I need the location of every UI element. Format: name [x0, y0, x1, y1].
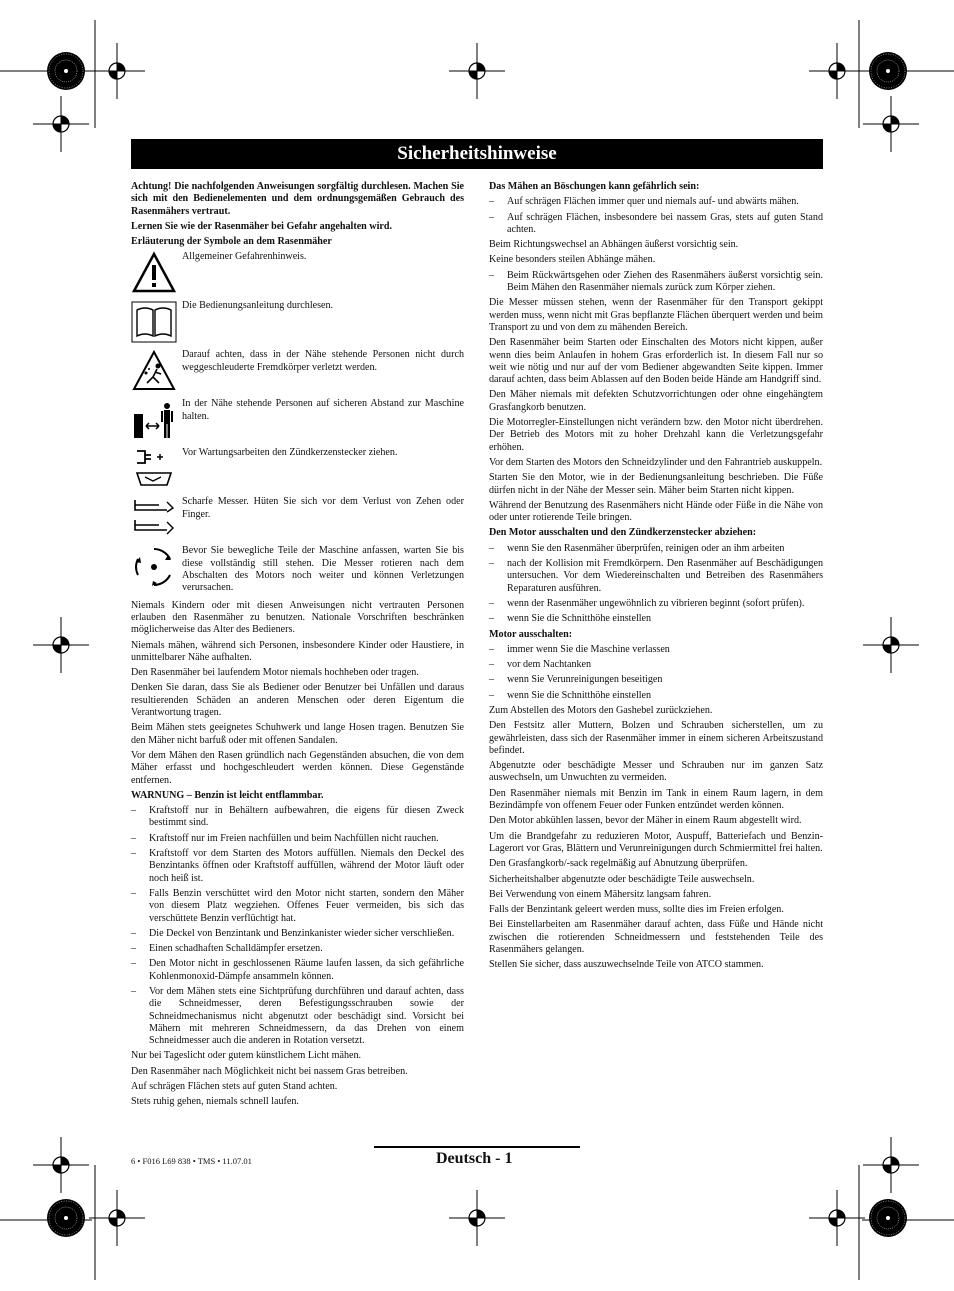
list-item: – Auf schrägen Flächen immer quer und niemals auf- und abwärts mähen.	[489, 196, 799, 208]
footer-code: 6 • F016 L69 838 • TMS • 11.07.01	[131, 1156, 252, 1166]
symbol-text: Vor Wartungsarbeiten den Zündkerzenstecker ziehen.	[182, 447, 398, 459]
symbol-text: Darauf achten, dass in der Nähe stehende Personen nicht durch weggeschleuderte Fremdkörper verletzt werden.	[182, 349, 464, 373]
symbol-row	[131, 398, 464, 442]
paragraph: Den Rasenmäher beim Starten oder Einschalten des Motors nicht kippen, außer wenn dies beim Anlaufen in hohem Gras erforderlich ist. In diesem Fall nur so weit wie nötig und nur auf der vom Bediener abgewandten Seite kippen. Immer darauf achten, dass beim Ablassen auf den Boden beide Hände am Handgriff sind.	[489, 337, 823, 386]
paragraph: Vor dem Mähen den Rasen gründlich nach Gegenständen absuchen, die von dem Mäher erfasst und hochgeschleudert werden können. Diese Gegenstände entfernen.	[131, 749, 464, 786]
symbols-heading: Erläuterung der Symbole an dem Rasenmäher	[131, 236, 332, 248]
paragraph: Keine besonders steilen Abhänge mähen.	[489, 254, 656, 266]
paragraph: Falls der Benzintank geleert werden muss, sollte dies im Freien erfolgen.	[489, 904, 784, 916]
symbol-text: In der Nähe stehende Personen auf sicheren Abstand zur Maschine halten.	[182, 398, 464, 422]
paragraph: Den Grasfangkorb/-sack regelmäßig auf Abnutzung überprüfen.	[489, 858, 748, 870]
symbol-row	[131, 545, 464, 594]
paragraph: Den Rasenmäher nach Möglichkeit nicht bei nassem Gras betreiben.	[131, 1065, 408, 1077]
list-item: – nach der Kollision mit Fremdkörpern. Den Rasenmäher auf Beschädigungen untersuchen. Vor dem Wiedereinschalten und Betreiben des Rasenmähers Reparaturen ausführen.	[489, 558, 823, 594]
motor-off-plug-heading: Den Motor ausschalten und den Zündkerzenstecker abziehen:	[489, 527, 757, 539]
paragraph: Die Motorregler-Einstellungen nicht verändern bzw. den Motor nicht überdrehen. Der Betrieb des Motors mit zu hoher Drehzahl kann die Verletzungsgefahr erhöhen.	[489, 417, 823, 453]
footer-rule	[374, 1146, 580, 1148]
intro-bold-2: Lernen Sie wie der Rasenmäher bei Gefahr angehalten wird.	[131, 220, 393, 232]
list-item: – wenn Sie die Schnitthöhe einstellen	[489, 613, 652, 625]
right-column	[489, 181, 823, 975]
list-item: – Vor dem Mähen stets eine Sichtprüfung durchführen und darauf achten, dass die Schneidmesser, deren Befestigungsschrauben sowie der Schneidmechanismus nicht abgenutzt oder beschädigt sind. Vorsicht bei Mähern mit mehreren Schneidmessern, da das Drehen von einem Schneidmesser auch die anderen in Rotation versetzt.	[131, 985, 464, 1047]
paragraph: Beim Richtungswechsel an Abhängen äußerst vorsichtig sein.	[489, 239, 739, 251]
symbol-row	[131, 300, 464, 344]
paragraph: Während der Benutzung des Rasenmähers nicht Hände oder Füße in die Nähe von oder unter rotierende Teile bringen.	[489, 499, 823, 524]
symbol-text: Scharfe Messer. Hüten Sie sich vor dem Verlust von Zehen oder Finger.	[182, 496, 464, 520]
list-item: – wenn der Rasenmäher ungewöhnlich zu vibrieren beginnt (sofort prüfen).	[489, 597, 805, 609]
paragraph: Bei Einstellarbeiten am Rasenmäher darauf achten, dass Füße und Hände nicht zwischen die rotierenden Schneidmessern und feststehenden Teile des Rasenmähers gelangen.	[489, 919, 823, 956]
sharp-blade-icon	[131, 496, 179, 540]
page-title: Sicherheitshinweise	[131, 139, 823, 169]
paragraph: Beim Mähen stets geeignetes Schuhwerk und lange Hosen tragen. Benutzen Sie den Mäher nicht barfuß oder mit offenen Sandalen.	[131, 722, 464, 746]
paragraph: Denken Sie daran, dass Sie als Bediener oder Benutzer bei Unfällen und daraus resultierenden Schäden an anderen Menschen oder deren Eigentum die Verantwortung tragen.	[131, 682, 464, 719]
symbol-text: Bevor Sie bewegliche Teile der Maschine anfassen, warten Sie bis diese vollständig still stehen. Die Messer rotieren nach dem Abschalten des Motors noch weiter und können Verletzungen verursachen.	[182, 545, 464, 594]
paragraph: Zum Abstellen des Motors den Gashebel zurückziehen.	[489, 704, 713, 716]
list-item: – Auf schrägen Flächen, insbesondere bei nassem Gras, stets auf guten Stand achten.	[489, 211, 823, 235]
warning-triangle-icon	[131, 251, 179, 295]
paragraph: Auf schrägen Flächen stets auf guten Stand achten.	[131, 1081, 338, 1093]
symbol-row	[131, 496, 464, 540]
list-item: – Die Deckel von Benzintank und Benzinkanister wieder sicher verschließen.	[131, 927, 455, 939]
motor-off-heading: Motor ausschalten:	[489, 628, 573, 640]
symbol-row	[131, 349, 464, 393]
paragraph: Um die Brandgefahr zu reduzieren Motor, Auspuff, Batteriefach und Benzin-Lagerort vor Gras, Blättern und Verunreinigungen durch Schmiermittel frei halten.	[489, 830, 823, 854]
list-item: – wenn Sie den Rasenmäher überprüfen, reinigen oder an ihm arbeiten	[489, 542, 785, 554]
paragraph: Den Festsitz aller Muttern, Bolzen und Schrauben sicherstellen, um zu gewährleisten, dass sich der Rasenmäher immer in einem sicheren Arbeitszustand befindet.	[489, 720, 823, 756]
symbol-row	[131, 251, 464, 295]
flying-debris-icon	[131, 349, 179, 393]
paragraph: Den Rasenmäher niemals mit Benzin im Tank in einem Raum lagern, in dem Bezindämpfe von offenem Feuer oder Funken entzündet werden können.	[489, 787, 823, 812]
spark-plug-disconnect-icon	[131, 447, 179, 491]
paragraph: Starten Sie den Motor, wie in der Bedienungsanleitung beschrieben. Die Füße dürfen nicht in der Nähe der Messer sein. Mäher beim Starten nicht kippen.	[489, 472, 823, 496]
rotating-blades-icon	[131, 545, 179, 589]
symbol-row	[131, 447, 464, 491]
warning-list	[131, 805, 464, 1047]
warning-heading: WARNUNG – Benzin ist leicht entflammbar.	[131, 789, 324, 801]
list-item: – Beim Rückwärtsgehen oder Ziehen des Rasenmähers äußerst vorsichtig sein. Beim Mähen den Rasenmäher niemals zurück zum Körper ziehen.	[489, 269, 823, 294]
paragraph: Die Messer müssen stehen, wenn der Rasenmäher für den Transport gekippt werden muss, wenn nicht mit Gras bepflanzte Flächen überquert werden und beim Transport zu und von dem zu mähenden Bereich.	[489, 297, 823, 333]
paragraph: Vor dem Starten des Motors den Schneidzylinder und den Fahrantrieb auskuppeln.	[489, 456, 823, 468]
list-item: – Einen schadhaften Schalldämpfer ersetzen.	[131, 943, 323, 955]
list-item: – Kraftstoff vor dem Starten des Motors auffüllen. Niemals den Deckel des Benzintanks öffnen oder Kraftstoff auffüllen, während der Motor läuft oder noch heiß ist.	[131, 848, 464, 884]
list-item: – Kraftstoff nur in Behältern aufbewahren, die eigens für diesen Zweck bestimmt sind.	[131, 805, 464, 829]
paragraph: Niemals mähen, während sich Personen, insbesondere Kinder oder Haustiere, in unmittelbarer Nähe aufhalten.	[131, 639, 464, 663]
manual-book-icon	[131, 300, 179, 344]
paragraph: Niemals Kindern oder mit diesen Anweisungen nicht vertrauten Personen erlauben den Rasenmäher zu benutzen. Nationale Vorschriften beschränken möglicherweise das Alter des Bedieners.	[131, 599, 464, 636]
paragraph: Den Motor abkühlen lassen, bevor der Mäher in einem Raum abgestellt wird.	[489, 815, 802, 827]
slope-heading: Das Mähen an Böschungen kann gefährlich sein:	[489, 181, 700, 192]
list-item: – wenn Sie Verunreinigungen beseitigen	[489, 674, 663, 686]
list-item: – wenn Sie die Schnitthöhe einstellen	[489, 689, 652, 701]
symbol-text: Allgemeiner Gefahrenhinweis.	[182, 251, 307, 263]
paragraph: Stellen Sie sicher, dass auszuwechselnde Teile von ATCO stammen.	[489, 959, 764, 971]
page-number: Deutsch - 1	[436, 1150, 513, 1167]
keep-distance-icon	[131, 398, 179, 442]
paragraph: Nur bei Tageslicht oder gutem künstlichem Licht mähen.	[131, 1050, 362, 1062]
list-item: – Den Motor nicht in geschlossenen Räume laufen lassen, da sich gefährliche Kohlenmonoxid-Dämpfe ansammeln können.	[131, 958, 464, 982]
symbol-text: Die Bedienungsanleitung durchlesen.	[182, 300, 334, 312]
list-item: – Falls Benzin verschüttet wird den Motor nicht starten, sondern den Mäher von diesem Platz wegziehen. Offenes Feuer vermeiden, bis sich das verschüttete Benzin verflüchtigt hat.	[131, 887, 464, 924]
list-item: – Kraftstoff nur im Freien nachfüllen und beim Nachfüllen nicht rauchen.	[131, 832, 439, 844]
list-item: – vor dem Nachtanken	[489, 659, 592, 671]
paragraph: Bei Verwendung von einem Mähersitz langsam fahren.	[489, 888, 712, 900]
paragraph: Den Mäher niemals mit defekten Schutzvorrichtungen oder ohne eingehängtem Grasfangkorb benutzen.	[489, 389, 823, 413]
paragraph: Sicherheitshalber abgenutzte oder beschädigte Teile auswechseln.	[489, 873, 755, 885]
intro-bold-1: Achtung! Die nachfolgenden Anweisungen sorgfältig durchlesen. Machen Sie sich mit den Bedienelementen und dem ordnungsgemäßen Gebrauch des Rasenmähers vertraut.	[131, 181, 464, 217]
list-item: – immer wenn Sie die Maschine verlassen	[489, 643, 670, 655]
paragraph: Abgenutzte oder beschädigte Messer und Schrauben nur im ganzen Satz auswechseln, um Unwuchten zu vermeiden.	[489, 760, 823, 784]
left-column	[131, 181, 464, 1112]
paragraph: Stets ruhig gehen, niemals schnell laufen.	[131, 1096, 299, 1108]
paragraph: Den Rasenmäher bei laufendem Motor niemals hochheben oder tragen.	[131, 667, 419, 679]
